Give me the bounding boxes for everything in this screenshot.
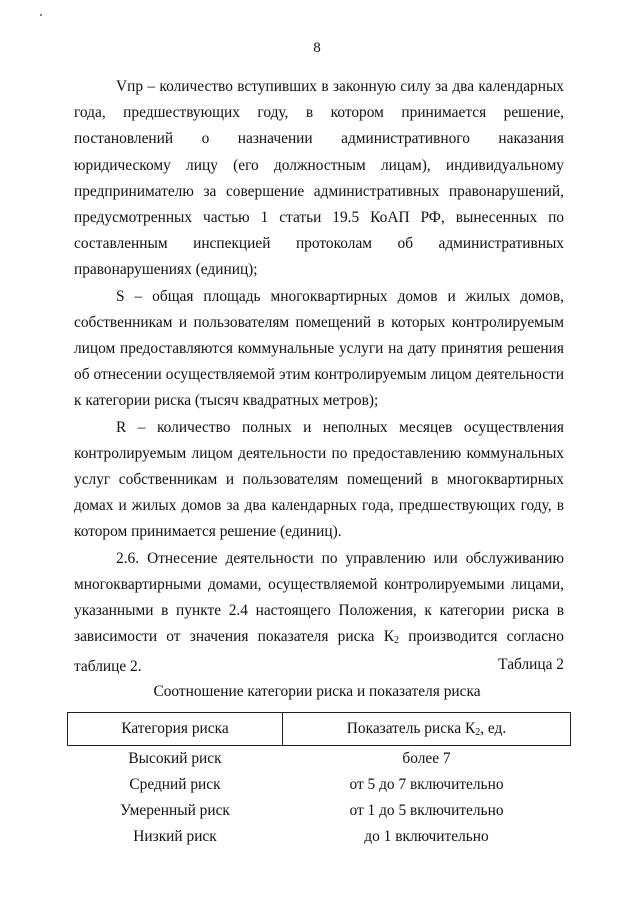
risk-category-cell: Высокий риск xyxy=(128,750,222,767)
table-title: Соотношение категории риска и показателя риска xyxy=(153,683,481,700)
risk-category-cell: Средний риск xyxy=(129,776,221,793)
header-category: Категория риска xyxy=(68,713,283,746)
header-indicator-unit: , ед. xyxy=(480,720,507,737)
header-indicator-subscript: 2 xyxy=(475,727,481,738)
risk-value-cell: более 7 xyxy=(402,750,451,767)
paragraph-2-6-subscript: 2 xyxy=(393,635,399,647)
table-header-row xyxy=(68,713,571,746)
table-row xyxy=(68,798,571,824)
paragraph-2-6-part2: производится согласно таблице 2. xyxy=(74,628,564,676)
paragraph-vpr: Vпр – количество вступивших в законную силу за два календарных года, предшествующих году, в котором принимается решение, постановлений о назначении административного наказания юридическому лицу (его должностным лицам), индивидуальному предпринимателю за совершение административных правонарушений, предусмотренных частью 1 статьи 19.5 КоАП РФ, вынесенных по составленным инспекцией протоколам об административных правонарушениях (единиц); xyxy=(74,78,564,279)
body-text xyxy=(74,74,564,681)
paragraph-2-6 xyxy=(74,546,564,681)
risk-category-cell: Низкий риск xyxy=(133,828,217,845)
paragraph-2-6-part1: 2.6. Отнесение деятельности по управлению или обслуживанию многоквартирными домами, осуществляемой контролируемыми лицами, указанными в пункте 2.4 настоящего Положения, к категории риска в зависимости от значения показателя риска К xyxy=(74,549,564,646)
paragraph-s: S – общая площадь многоквартирных домов и жилых домов, собственникам и пользователям помещений в которых контролируемым лицом предоставляются коммунальные услуги на дату принятия решения об отнесении осуществляемой этим контролируемым лицом деятельности к категории риска (тысяч квадратных метров); xyxy=(74,287,564,410)
paragraph-r: R – количество полных и неполных месяцев осуществления контролируемым лицом деятельности по предоставлению коммунальных услуг собственникам и пользователям помещений в многоквартирных домах и жилых домов за два календарных года, предшествующих году, в котором принимается решение (единиц). xyxy=(74,418,564,541)
header-indicator-text: Показатель риска К xyxy=(346,720,476,737)
table-row xyxy=(68,824,571,850)
risk-value-cell: от 5 до 7 включительно xyxy=(349,776,504,793)
scan-speck xyxy=(40,14,42,16)
table-row xyxy=(68,746,571,773)
risk-category-cell: Умеренный риск xyxy=(120,802,230,819)
header-indicator xyxy=(283,713,571,746)
risk-table xyxy=(67,712,571,850)
risk-value-cell: от 1 до 5 включительно xyxy=(349,802,504,819)
page-number: 8 xyxy=(313,40,321,56)
table-caption: Таблица 2 xyxy=(498,656,564,673)
risk-value-cell: до 1 включительно xyxy=(364,828,489,845)
table-row xyxy=(68,772,571,798)
